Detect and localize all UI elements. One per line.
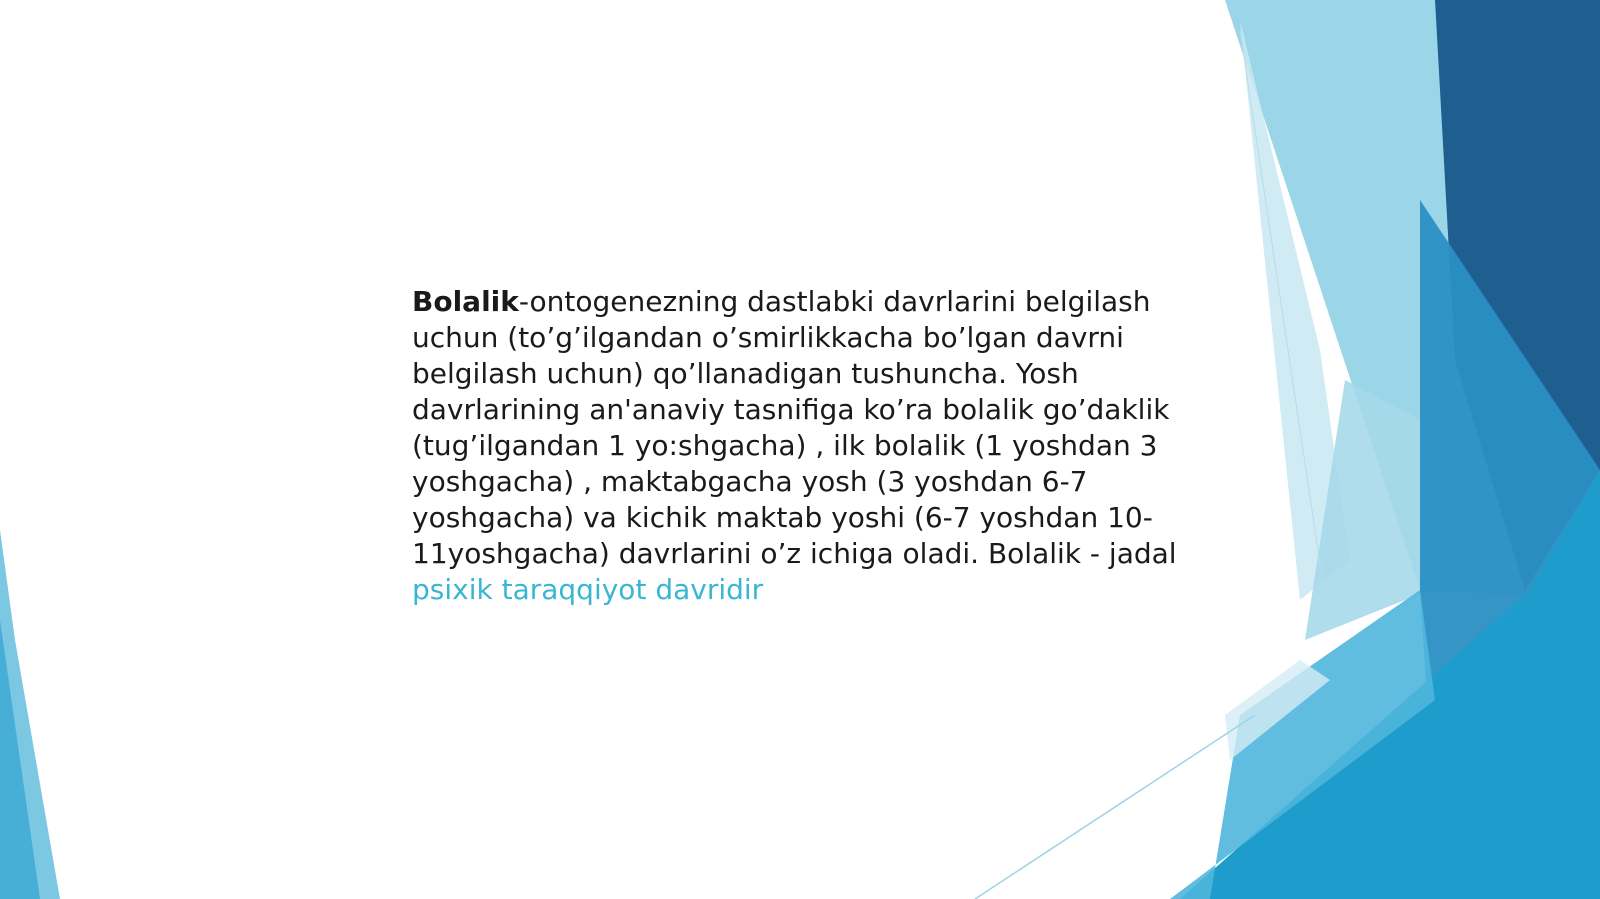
paragraph-text: -ontogenezning dastlabki davrlarini belgilash uchun (to’g’ilgandan o’smirlikkacha bo’lgan davrni belgilash uchun) qo’llanadigan tushuncha. Yosh davrlarining an'anaviy tasnifiga ko’ra bolalik go’daklik (tug’ilgandan 1 yo:shgacha) , ilk bolalik (1 yoshdan 3 yoshgacha) , maktabgacha yosh (3 yoshdan 6-7 yoshgacha) va kichik maktab yoshi (6-7 yoshdan 10-11yoshgacha) davrlarini o’z ichiga oladi. Bolalik - jadal [412,285,1177,570]
term-bold: Bolalik [412,285,519,318]
body-paragraph [412,284,1182,608]
highlight-text: psixik taraqqiyot davridir [412,573,764,606]
